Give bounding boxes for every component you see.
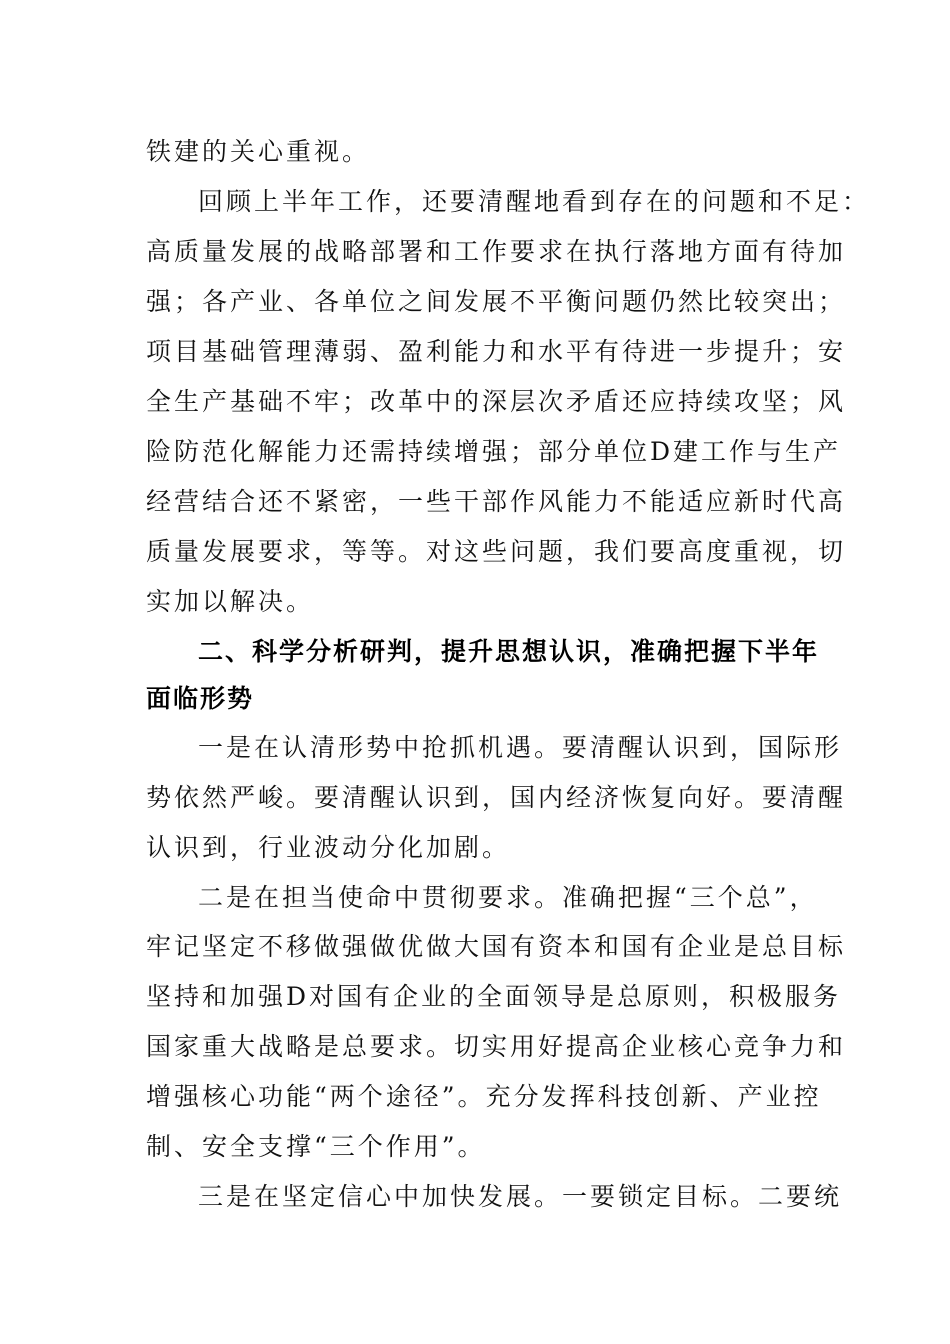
paragraph-line: 三是在坚定信心中加快发展。一要锁定目标。二要统: [198, 1182, 843, 1211]
paragraph-line: 铁建的关心重视。: [146, 137, 371, 166]
section-heading-line: 二、科学分析研判，提升思想认识，准确把握下半年: [198, 637, 820, 666]
paragraph-line: 高质量发展的战略部署和工作要求在执行落地方面有待加: [146, 237, 847, 266]
paragraph-line: 实加以解决。: [146, 587, 315, 616]
paragraph-line: 险防范化解能力还需持续增强；部分单位D建工作与生产: [146, 437, 842, 466]
paragraph-line: 全生产基础不牢；改革中的深层次矛盾还应持续攻坚；风: [146, 387, 847, 416]
paragraph-line: 牢记坚定不移做强做优做大国有资本和国有企业是总目标: [146, 932, 847, 961]
paragraph-line: 经营结合还不紧密，一些干部作风能力不能适应新时代高: [146, 487, 847, 516]
paragraph-line: 强；各产业、各单位之间发展不平衡问题仍然比较突出；: [146, 287, 847, 316]
paragraph-line: 回顾上半年工作，还要清醒地看到存在的问题和不足：: [198, 187, 871, 216]
paragraph-line: 增强核心功能“两个途径”。充分发挥科技创新、产业控: [146, 1082, 822, 1111]
paragraph-line: 项目基础管理薄弱、盈利能力和水平有待进一步提升；安: [146, 337, 847, 366]
paragraph-line: 坚持和加强D对国有企业的全面领导是总原则，积极服务: [146, 982, 842, 1011]
paragraph-line: 势依然严峻。要清醒认识到，国内经济恢复向好。要清醒: [146, 783, 847, 812]
paragraph-line: 认识到，行业波动分化加剧。: [146, 833, 511, 862]
paragraph-line: 制、安全支撑“三个作用”。: [146, 1132, 486, 1161]
paragraph-line: 国家重大战略是总要求。切实用好提高企业核心竞争力和: [146, 1032, 847, 1061]
section-heading-line: 面临形势: [146, 684, 255, 713]
paragraph-line: 一是在认清形势中抢抓机遇。要清醒认识到，国际形: [198, 733, 843, 762]
paragraph-line: 质量发展要求，等等。对这些问题，我们要高度重视，切: [146, 537, 847, 566]
paragraph-line: 二是在担当使命中贯彻要求。准确把握“三个总”，: [198, 883, 818, 912]
